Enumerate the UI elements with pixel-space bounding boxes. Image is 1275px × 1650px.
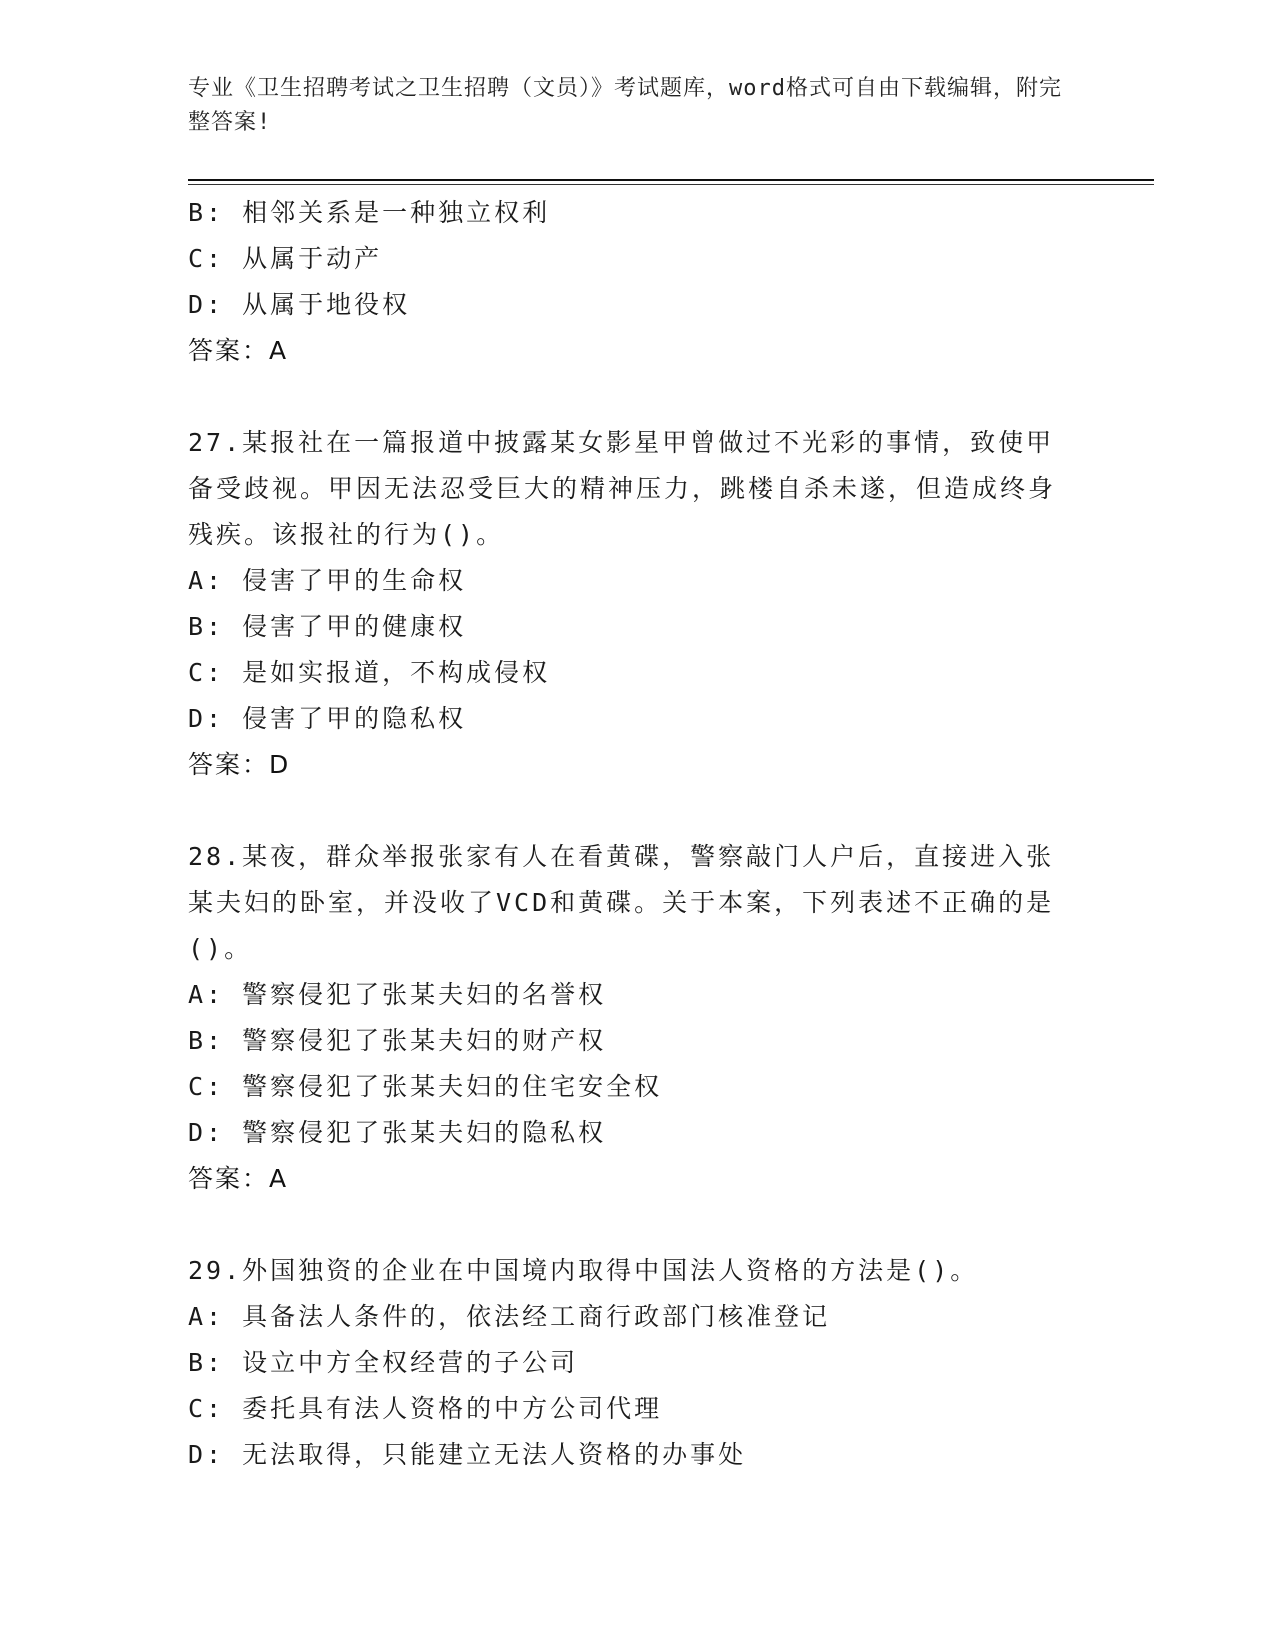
spacer — [188, 1202, 1088, 1248]
document-header: 专业《卫生招聘考试之卫生招聘（文员）》考试题库，word格式可自由下载编辑，附完整答案! — [188, 76, 1062, 135]
option-c: C: 是如实报道，不构成侵权 — [188, 658, 551, 687]
header-rule-thick — [188, 179, 1154, 181]
option-d: D: 警察侵犯了张某夫妇的隐私权 — [188, 1118, 607, 1147]
option-b: B: 侵害了甲的健康权 — [188, 612, 467, 641]
option-d: D: 侵害了甲的隐私权 — [188, 704, 467, 733]
header-rule-thin — [188, 184, 1154, 185]
question-text: 27.某报社在一篇报道中披露某女影星甲曾做过不光彩的事情，致使甲备受歧视。甲因无法忍受巨大的精神压力，跳楼自杀未遂，但造成终身残疾。该报社的行为()。 — [188, 428, 1057, 549]
option-b: B: 设立中方全权经营的子公司 — [188, 1348, 579, 1377]
spacer — [188, 788, 1088, 834]
option-b: B: 警察侵犯了张某夫妇的财产权 — [188, 1026, 607, 1055]
question-block-28 — [188, 834, 1088, 1202]
question-text: 28.某夜，群众举报张家有人在看黄碟，警察敲门人户后，直接进入张某夫妇的卧室，并没收了VCD和黄碟。关于本案，下列表述不正确的是()。 — [188, 842, 1055, 963]
spacer — [188, 374, 1088, 420]
option-c: C: 警察侵犯了张某夫妇的住宅安全权 — [188, 1072, 663, 1101]
question-block-29 — [188, 1248, 1088, 1478]
option-c: C: 从属于动产 — [188, 244, 383, 273]
option-a: A: 警察侵犯了张某夫妇的名誉权 — [188, 980, 607, 1009]
option-a: A: 侵害了甲的生命权 — [188, 566, 467, 595]
option-d: D: 从属于地役权 — [188, 290, 411, 319]
question-block-27 — [188, 420, 1088, 788]
option-c: C: 委托具有法人资格的中方公司代理 — [188, 1394, 663, 1423]
answer-line: 答案：A — [188, 1164, 289, 1193]
option-a: A: 具备法人条件的，依法经工商行政部门核准登记 — [188, 1302, 831, 1331]
answer-line: 答案：A — [188, 336, 289, 365]
option-b: B: 相邻关系是一种独立权利 — [188, 198, 551, 227]
question-block-prev — [188, 190, 1088, 374]
option-d: D: 无法取得，只能建立无法人资格的办事处 — [188, 1440, 747, 1469]
question-list — [188, 190, 1088, 1478]
answer-line: 答案：D — [188, 750, 291, 779]
question-text: 29.外国独资的企业在中国境内取得中国法人资格的方法是()。 — [188, 1256, 979, 1285]
